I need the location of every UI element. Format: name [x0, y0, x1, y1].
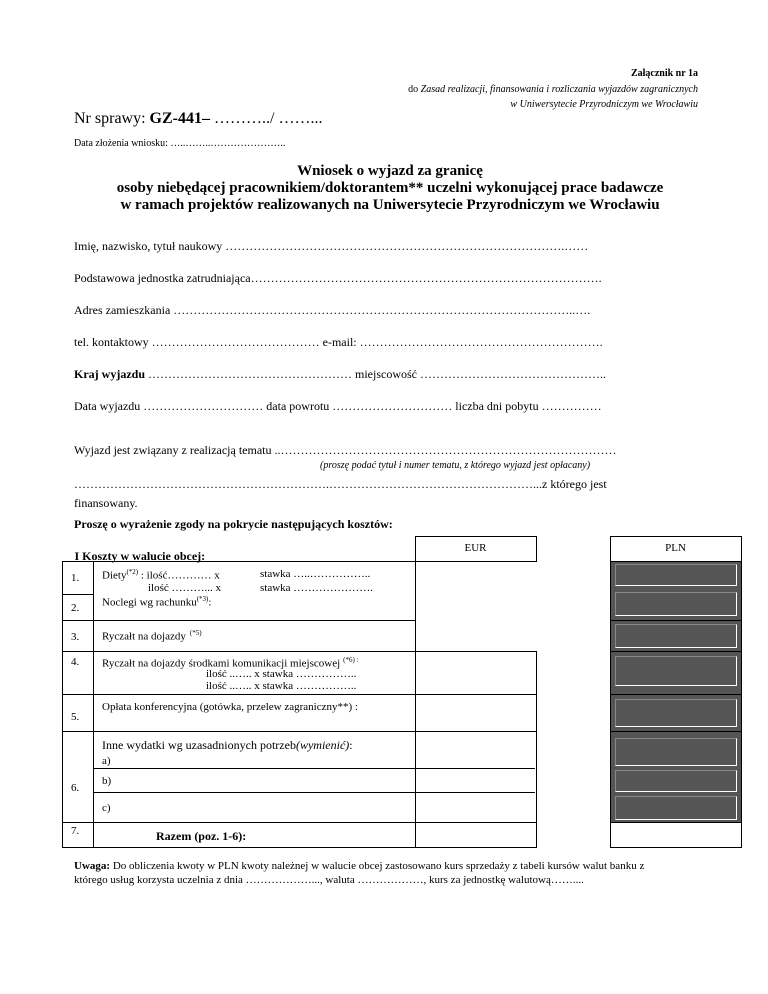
- field-name: Imię, nazwisko, tytuł naukowy ………………………………………………………………………….……: [74, 239, 589, 253]
- field-topic: Wyjazd jest związany z realizacją tematu ..…………………………………………………………………………: [74, 443, 617, 457]
- row-number-cell-5: [63, 694, 94, 731]
- eur-cell-5: [415, 694, 536, 731]
- row-desc-1-2: [94, 561, 416, 620]
- col-eur-label: EUR: [464, 542, 487, 554]
- spacer-cell: [536, 537, 610, 562]
- field-phone-email: tel. kontaktowy …………………………………… e-mail: …………………………………………………….: [74, 335, 603, 349]
- row-5-conference-fee: Opłata konferencyjna (gotówka, przelew zagraniczny**) :: [102, 700, 358, 713]
- row-1b-rate: stawka ………………….: [260, 581, 374, 594]
- pln-cell-4: [610, 651, 741, 694]
- row-desc-5: [94, 694, 416, 731]
- row-6-other: [102, 738, 353, 753]
- pln-cell-1-2: [610, 561, 741, 620]
- eur-cell-6: [415, 731, 536, 822]
- col-eur-header: [415, 537, 536, 562]
- row-number-cell-3: [63, 620, 94, 651]
- annex-line-2: w Uniwersytecie Przyrodniczym we Wrocławiu: [510, 99, 698, 110]
- note-label: Uwaga:: [74, 860, 111, 872]
- row-desc-7: [94, 822, 416, 847]
- request-heading: Proszę o wyrażenie zgody na pokrycie następujących kosztów:: [74, 517, 393, 531]
- table-row-3: [63, 620, 742, 651]
- field-topic-line-2: ……………………………………………………….……………………………………………...z którego jest: [74, 477, 607, 491]
- row-number-cell-1-2: [63, 561, 94, 620]
- annex-label: Załącznik nr 1a: [630, 68, 698, 79]
- col-pln-label: PLN: [665, 542, 686, 554]
- row-desc-4: [94, 651, 416, 694]
- table-row-6: [63, 731, 742, 822]
- costs-section-cell: [63, 537, 416, 562]
- spacer-cell-6: [536, 731, 610, 822]
- costs-table: [62, 536, 742, 848]
- row-1b-qty: ilość ………... x: [148, 581, 222, 594]
- row-7-total: Razem (poz. 1-6):: [156, 828, 247, 843]
- row-4a: ilość ..….. x stawka ……………..: [206, 667, 357, 680]
- row-1-rate: stawka …..……………..: [260, 567, 371, 580]
- annex-line-1: [408, 84, 698, 95]
- row-6-other-specify: (wymienić): [295, 737, 350, 752]
- col-pln-header: [610, 537, 741, 562]
- row-4-local-transport-label: Ryczałt na dojazdy środkami komunikacji miejscowej: [102, 657, 341, 670]
- field-topic-hint: (proszę podać tytuł i numer tematu, z którego wyjazd jest opłacany): [320, 460, 591, 471]
- row-4-local-transport-ref: (*6) :: [343, 655, 359, 664]
- row-number-5: 5.: [71, 710, 80, 723]
- annex-line-1-pre: do: [408, 84, 421, 95]
- field-unit: Podstawowa jednostka zatrudniająca…………………………………………………………………………….: [74, 271, 602, 285]
- spacer-cell-5: [536, 694, 610, 731]
- case-number: [74, 110, 322, 128]
- table-row-1-2: [63, 561, 742, 620]
- spacer-cell-7: [536, 822, 610, 847]
- row-2-lodging-colon: :: [208, 596, 212, 609]
- row-2-lodging: [102, 595, 211, 609]
- note-line-1: [74, 860, 644, 872]
- row-number-6: 6.: [71, 781, 80, 794]
- row-6-other-colon: :: [349, 737, 353, 752]
- row-3-lump-travel-ref: (*5): [189, 628, 202, 637]
- table-row-7: [63, 822, 742, 847]
- case-number-code: GZ-441–: [149, 110, 210, 127]
- row-number-4: 4.: [71, 655, 80, 668]
- row-number-cell-6: [63, 731, 94, 822]
- spacer-cell-1-2: [536, 561, 610, 620]
- table-row-4: [63, 651, 742, 694]
- eur-cell-7: [415, 822, 536, 847]
- note-text-1: Do obliczenia kwoty w PLN kwoty należnej w walucie obcej zastosowano kurs sprzedaży z tabeli kursów walut banku z: [110, 860, 645, 872]
- row-4b: ilość ..….. x stawka ……………..: [206, 679, 357, 692]
- row-6a: a): [102, 754, 111, 767]
- annex-line-1-title: Zasad realizacji, finansowania i rozliczania wyjazdów zagranicznych: [420, 84, 698, 95]
- row-1-per-diem-label: Diety: [102, 569, 127, 582]
- doc-title-line-3: w ramach projektów realizowanych na Uniwersytecie Przyrodniczym we Wrocławiu: [120, 197, 660, 213]
- note-line-2: którego usług korzysta uczelnia z dnia ………………..., waluta ………………, kurs za jednostkę walutową……....: [74, 874, 584, 886]
- eur-cell-4: [415, 651, 536, 694]
- field-dates: Data wyjazdu ………………………… data powrotu ………………………… liczba dni pobytu ……………: [74, 399, 602, 413]
- row-number-7: 7.: [71, 824, 80, 837]
- spacer-cell-3: [536, 620, 610, 651]
- submission-date: Data złożenia wniosku: …..……..…………………..: [74, 138, 286, 149]
- row-number-2: 2.: [71, 601, 80, 614]
- row-1-per-diem: [102, 568, 220, 582]
- row-desc-6: [94, 731, 416, 822]
- row-1-per-diem-ref: (*2): [126, 567, 139, 576]
- field-country-label: Kraj wyjazdu: [74, 367, 145, 381]
- row-desc-3: [94, 620, 416, 651]
- case-number-dots: ………../ ……...: [214, 110, 323, 127]
- case-number-label: Nr sprawy:: [74, 110, 150, 127]
- field-topic-line-3: finansowany.: [74, 496, 138, 510]
- row-2-lodging-label: Noclegi wg rachunku: [102, 596, 197, 609]
- row-1-per-diem-qty: : ilość………… x: [138, 569, 220, 582]
- field-address: Adres zamieszkania ………………………………………………………………………………………..….: [74, 303, 591, 317]
- row-6-other-label: Inne wydatki wg uzasadnionych potrzeb: [102, 737, 296, 752]
- row-6b: b): [102, 774, 112, 787]
- row-3-lump-travel: [102, 629, 202, 643]
- row-number-3: 3.: [71, 630, 80, 643]
- table-row-5: [63, 694, 742, 731]
- eur-cell-1-2: [415, 561, 536, 620]
- doc-title-line-1: Wniosek o wyjazd za granicę: [297, 163, 483, 179]
- pln-cell-6: [610, 731, 741, 822]
- row-number-cell-7: [63, 822, 94, 847]
- eur-cell-3: [415, 620, 536, 651]
- row-number-1: 1.: [71, 571, 80, 584]
- costs-header-row: [63, 537, 742, 562]
- row-2-lodging-ref: (*3): [196, 594, 209, 603]
- row-3-lump-travel-label: Ryczałt na dojazdy: [102, 630, 186, 643]
- pln-cell-3: [610, 620, 741, 651]
- doc-title-line-2: osoby niebędącej pracownikiem/doktorantem** uczelni wykonującej prace badawcze: [116, 180, 664, 196]
- spacer-cell-4: [536, 651, 610, 694]
- row-number-cell-4: [63, 651, 94, 694]
- field-country: [74, 367, 606, 382]
- row-6c: c): [102, 801, 111, 814]
- pln-cell-7: [610, 822, 741, 847]
- pln-cell-5: [610, 694, 741, 731]
- field-country-dots: …………………………………………… miejscowość ………………………………………..: [145, 367, 606, 381]
- costs-section-title: I Koszty w walucie obcej:: [74, 548, 206, 563]
